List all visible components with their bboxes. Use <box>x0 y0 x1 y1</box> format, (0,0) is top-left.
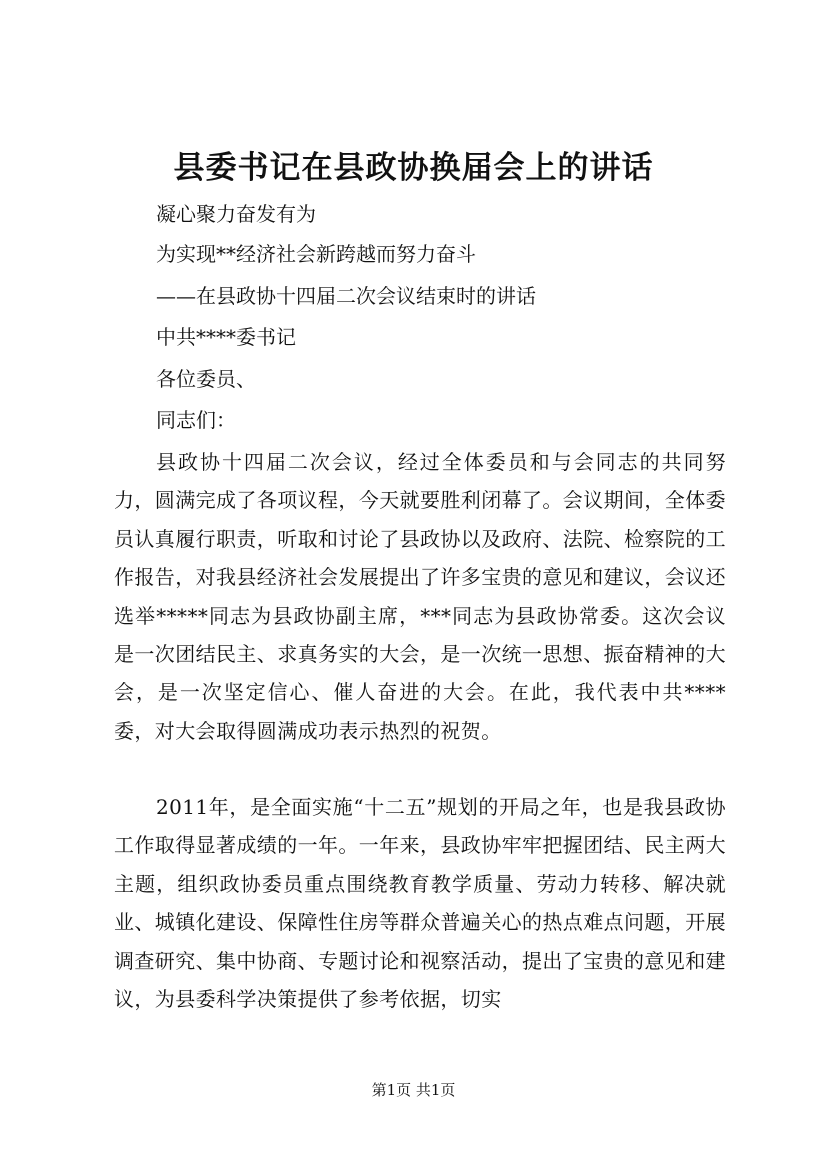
body-paragraph: 县政协十四届二次会议，经过全体委员和与会同志的共同努力，圆满完成了各项议程，今天就要胜利闭幕了。会议期间，全体委员认真履行职责，听取和讨论了县政协以及政府、法院、检察院的工作报告，对我县经济社会发展提出了许多宝贵的意见和建议，会议还选举*****同志为县政协副主席，***同志为县政协常委。这次会议是一次团结民主、求真务实的大会，是一次统一思想、振奋精神的大会，是一次坚定信心、催人奋进的大会。在此，我代表中共****委，对大会取得圆满成功表示热烈的祝贺。 <box>114 450 726 743</box>
subtitle-line: 凝心聚力奋发有为 <box>156 202 316 226</box>
document-title: 县委书记在县政协换届会上的讲话 <box>173 150 654 186</box>
subtitle-line: ——在县政协十四届二次会议结束时的讲话 <box>156 284 536 308</box>
salutation-line: 同志们： <box>156 408 236 432</box>
author-line: 中共****委书记 <box>156 325 296 349</box>
salutation-line: 各位委员、 <box>156 367 256 391</box>
page-footer: 第1页 共1页 <box>371 1081 456 1099</box>
subtitle-line: 为实现**经济社会新跨越而努力奋斗 <box>156 242 476 266</box>
body-paragraph: 2011年，是全面实施“十二五”规划的开局之年，也是我县政协工作取得显著成绩的一年。一年来，县政协牢牢把握团结、民主两大主题，组织政协委员重点围绕教育教学质量、劳动力转移、解决就业、城镇化建设、保障性住房等群众普遍关心的热点难点问题，开展调查研究、集中协商、专题讨论和视察活动，提出了宝贵的意见和建议，为县委科学决策提供了参考依据，切实 <box>114 795 726 1012</box>
